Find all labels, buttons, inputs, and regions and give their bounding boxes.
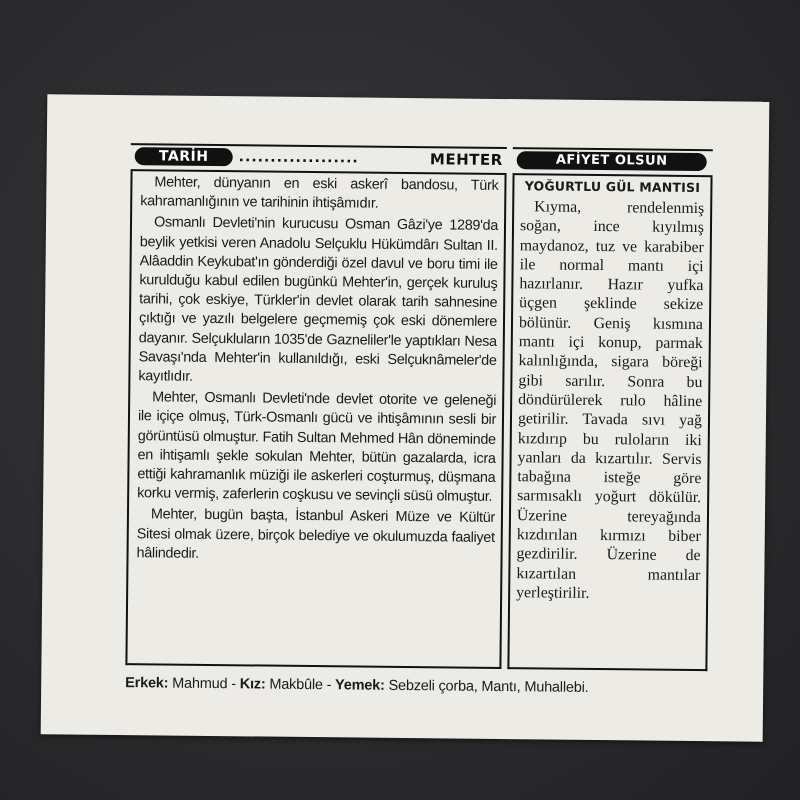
article-title: MEHTER bbox=[429, 150, 503, 170]
footer-separator-2: - bbox=[326, 677, 332, 694]
recipe-column bbox=[507, 175, 712, 671]
kiz-value: Makbûle bbox=[269, 676, 323, 694]
recipe-body: Kıyma, rendelenmiş soğan, ince kıyılmış maydanoz, tuz ve karabiber ile normal mantı içi hazırlanır. Hazır yufka üçgen şeklinde sekize bölünür. Geniş kısmına mantı içi konup, parmak kalınlığında, sigara böreği gibi sarılır. Sonra bu döndürülerek rulo hâline getirilir. Tavada sıvı yağ kızdırıp bu ruloların iki yanları da kızartılır. Servis tabağına isteğe göre sarmısaklı yoğurt dökülür. Üzerine tereyağında kızdırılan kırmızı biber gezdirilir. Üzerine de kızartılan mantılar yerleştirilir. bbox=[516, 198, 705, 602]
yemek-value: Sebzeli çorba, Mantı, Muhallebi. bbox=[388, 677, 589, 696]
history-paragraph-1: Mehter, dünyanın en eski askerî bandosu, Türk kahramanlığının ve tarihinin ihtişâmıdır. bbox=[140, 174, 499, 212]
tarih-header-bar bbox=[131, 143, 507, 175]
kiz-label: Kız: bbox=[239, 676, 266, 693]
newspaper-clipping bbox=[41, 94, 770, 742]
erkek-value: Mahmud bbox=[172, 675, 228, 693]
afiyet-header-bar bbox=[513, 147, 713, 177]
menu-footer bbox=[125, 673, 725, 699]
history-paragraph-3: Mehter, Osmanlı Devleti'nde devlet otorite ve geleneği ile içiçe olmuş, Türk-Osmanlı gücü ve ihtişâmının sesli bir görüntüsü olmuştur. Fatih Sultan Mehmed Hân döneminde en ihtişamlı şekle sokulan Mehter, bütün gazalarda, icra ettiği kahramanlık müziği ile askerleri coşturmuş, düşmana korku vermiş, zaferlerin coşkusu ve sevinçli süsü olmuştur. bbox=[137, 389, 497, 506]
article-frame bbox=[125, 143, 713, 701]
footer-separator-1: - bbox=[231, 676, 236, 693]
history-paragraph-2: Osmanlı Devleti'nin kurucusu Osman Gâzi'ye 1289'da beylik yetkisi veren Anadolu Selçuklu Hükümdârı Sultan II. Alâaddin Keykubat'ın gönderdiği özel davul ve boru timi ile kurulduğu kabul edilen bugünkü Mehter'in, gerçek kuruluş tarihi, çok eskiye, Türkler'in devlet olarak tarih sahnesine çıktığı ve yazılı belgelere geçmemiş çok eski dönemlere dayanır. Selçukluların 1035'de Gazneliler'le yaptıkları Nesa Savaşı'nda Mehter'in kullanıldığı, eski Selçuknâmeler'de kayıtlıdır. bbox=[138, 214, 499, 385]
header-dots: ................... bbox=[238, 149, 359, 167]
erkek-label: Erkek: bbox=[125, 675, 169, 692]
afiyet-olsun-tag: AFİYET OLSUN bbox=[517, 151, 707, 171]
history-column bbox=[125, 171, 506, 669]
tarih-tag: TARİH bbox=[135, 147, 233, 166]
history-paragraph-4: Mehter, bugün başta, İstanbul Askeri Müze ve Kültür Sitesi olmak üzere, birçok belediye ve okulumuzda faaliyet hâlindedir. bbox=[136, 506, 496, 562]
recipe-title: YOĞURTLU GÜL MANTISI bbox=[524, 178, 701, 196]
yemek-label: Yemek: bbox=[335, 677, 385, 694]
